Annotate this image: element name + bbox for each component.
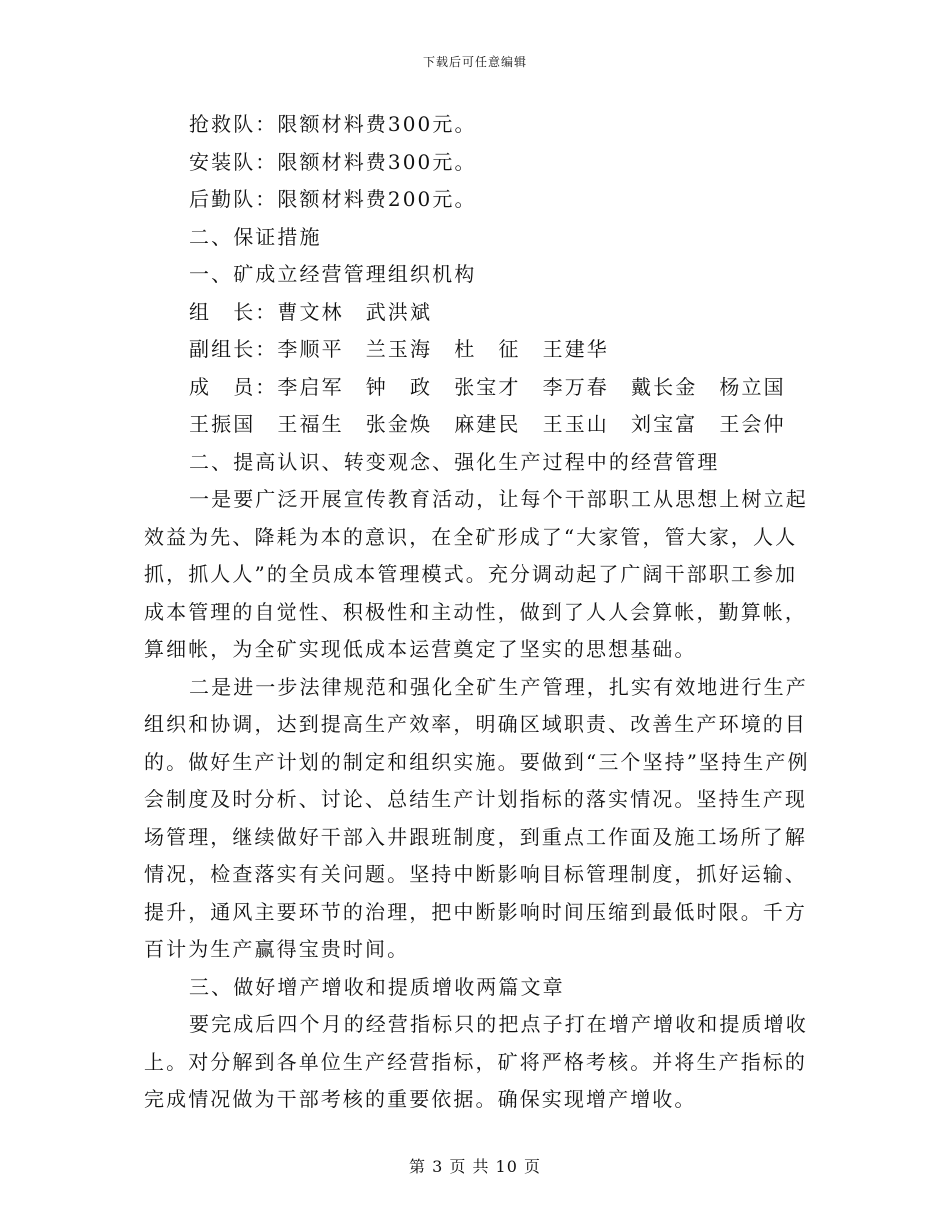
subheading-management: 二、提高认识、转变观念、强化生产过程中的经营管理: [189, 449, 720, 474]
text-line-leader: 组 长：曹文林 武洪斌: [189, 299, 433, 324]
document-body: [144, 106, 816, 1119]
text-line-rescue-team: 抢救队：限额材料费300元。: [189, 112, 477, 136]
text-line-logistics-team: 后勤队：限额材料费200元。: [189, 187, 477, 211]
section-heading-guarantee: 二、保证措施: [189, 224, 322, 249]
text-line-deputy-leader: 副组长：李顺平 兰玉海 杜 征 王建华: [189, 337, 609, 361]
text-line-members: 成 员：李启军 钟 政 张宝才 李万春 戴长金 杨立国: [189, 374, 786, 399]
section-heading-increase-income: 三、做好增产增收和提质增收两篇文章: [189, 974, 565, 999]
subheading-organization: 一、矿成立经营管理组织机构: [189, 262, 477, 286]
page-header: 下载后可任意编辑: [422, 55, 527, 69]
paragraph-production-management: 二是进一步法律规范和强化全矿生产管理，扎实有效地进行生产组织和协调，达到提高生产效率，明确区域职责、改善生产环境的目的。做好生产计划的制定和组织实施。要做到“三个坚持”坚持生产例会制度及时分析、讨论、总结生产计划指标的落实情况。坚持生产现场管理，继续做好干部入井跟班制度，到重点工作面及施工场所了解情况，检查落实有关问题。坚持中断影响目标管理制度，抓好运输、提升，通风主要环节的治理，把中断影响时间压缩到最低时限。千方百计为生产赢得宝贵时间。: [144, 674, 810, 961]
paragraph-publicity: 一是要广泛开展宣传教育活动，让每个干部职工从思想上树立起效益为先、降耗为本的意识，在全矿形成了“大家管，管大家，人人抓，抓人人”的全员成本管理模式。充分调动起了广阔干部职工参加成本管理的自觉性、积极性和主动性，做到了人人会算帐，勤算帐，算细帐，为全矿实现低成本运营奠定了坚实的思想基础。: [144, 487, 808, 661]
text-line-install-team: 安装队：限额材料费300元。: [189, 149, 477, 174]
paragraph-increase-income: 要完成后四个月的经营指标只的把点子打在增产增收和提质增收上。对分解到各单位生产经营指标，矿将严格考核。并将生产指标的完成情况做为干部考核的重要依据。确保实现增产增收。: [144, 1012, 808, 1111]
text-line-members-continued: 王振国 王福生 张金焕 麻建民 王玉山 刘宝富 王会仲: [189, 412, 786, 436]
page-footer: 第 3 页 共 10 页: [409, 1157, 541, 1176]
